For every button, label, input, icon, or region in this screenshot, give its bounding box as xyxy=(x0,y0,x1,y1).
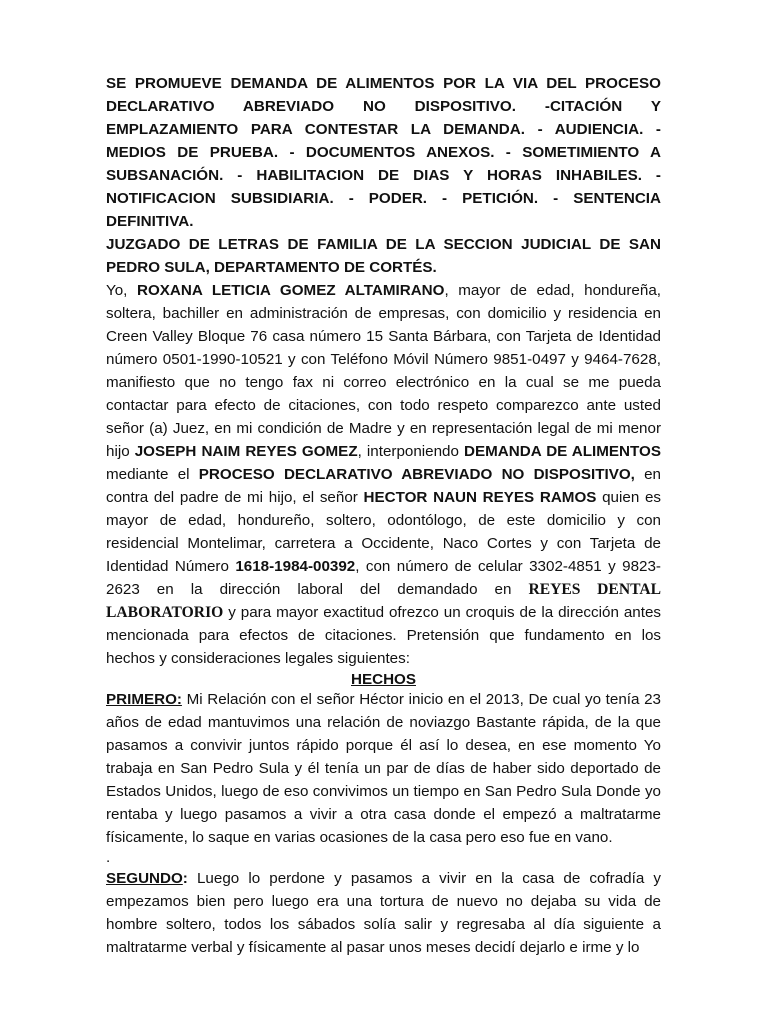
fact-primero-end: . xyxy=(106,849,111,866)
intro-text: , con número de celular 3302-4851 y 9823-2623 en la dirección laboral del demandado en xyxy=(106,558,661,598)
intro-text: en contra del padre de mi hijo, el señor xyxy=(106,466,661,506)
fact-text: Luego lo perdone y pasamos a vivir en la casa de cofradía y empezamos bien pero luego era una tortura de nuevo no dejaba su vida de hombre soltero, todos los sábados solía salir y regresaba al día siguiente a maltratarme verbal y físicamente al pasar unos meses decidí dejarlo e irme y lo xyxy=(106,870,661,956)
defendant-id: 1618-1984-00392 xyxy=(235,558,356,575)
intro-text: , mayor de edad, hondureña, soltera, bachiller en administración de empresas, con domicilio y residencia en Creen Valley Bloque 76 casa número 15 Santa Bárbara, con Tarjeta de Identidad número 0501-1990-10521 y con Teléfono Móvil Número 9851-0497 y 9464-7628, manifiesto que no tengo fax ni correo electrónico en la cual se me pueda contactar para efecto de citaciones, con todo respeto comparezco ante usted señor (a) Juez, en mi condición de Madre y en representación legal de mi menor hijo xyxy=(106,282,661,460)
fact-segundo xyxy=(106,867,661,959)
court-heading: JUZGADO DE LETRAS DE FAMILIA DE LA SECCION JUDICIAL DE SAN PEDRO SULA, DEPARTAMENTO DE CORTÉS. xyxy=(106,236,661,276)
intro-text: y para mayor exactitud ofrezco un croquis de la dirección antes mencionada para efectos de citaciones. Pretensión que fundamento en los hechos y consideraciones legales siguientes: xyxy=(106,604,661,667)
workplace-name: REYES DENTAL LABORATORIO xyxy=(106,581,661,621)
fact-label: SEGUNDO xyxy=(106,870,183,887)
section-title-hechos: HECHOS xyxy=(351,671,416,688)
fact-label-colon: : xyxy=(182,870,188,887)
intro-text: , interponiendo xyxy=(357,443,465,460)
fact-primero xyxy=(106,688,661,849)
plaintiff-name: ROXANA LETICIA GOMEZ ALTAMIRANO xyxy=(137,282,445,299)
intro-text: Yo, xyxy=(106,282,137,299)
intro-paragraph xyxy=(106,279,661,670)
intro-text: mediante el xyxy=(106,466,199,483)
document-page xyxy=(106,72,661,959)
child-name: JOSEPH NAIM REYES GOMEZ xyxy=(134,443,358,460)
process-type: PROCESO DECLARATIVO ABREVIADO NO DISPOSITIVO, xyxy=(198,466,635,483)
fact-text: Mi Relación con el señor Héctor inicio en el 2013, De cual yo tenía 23 años de edad mantuvimos una relación de noviazgo Bastante rápida, de la que pasamos a convivir juntos rápido porque él así lo desea, en ese momento Yo trabaja en San Pedro Sula y él tenía un par de días de haber sido deportado de Estados Unidos, luego de eso convivimos un tiempo en San Pedro Sula Donde yo rentaba y luego pasamos a vivir a otra casa donde el empezó a maltratarme físicamente, lo saque en varias ocasiones de la casa pero eso fue en vano. xyxy=(106,691,661,846)
intro-text: quien es mayor de edad, hondureño, soltero, odontólogo, de este domicilio y con residencial Montelimar, carretera a Occidente, Naco Cortes y con Tarjeta de Identidad Número xyxy=(106,489,662,575)
document-heading: SE PROMUEVE DEMANDA DE ALIMENTOS POR LA VIA DEL PROCESO DECLARATIVO ABREVIADO NO DISPOSITIVO. -CITACIÓN Y EMPLAZAMIENTO PARA CONTESTAR LA DEMANDA. - AUDIENCIA. - MEDIOS DE PRUEBA. - DOCUMENTOS ANEXOS. - SOMETIMIENTO A SUBSANACIÓN. - HABILITACION DE DIAS Y HORAS INHABILES. - NOTIFICACION SUBSIDIARIA. - PODER. - PETICIÓN. - SENTENCIA DEFINITIVA. xyxy=(106,75,661,230)
defendant-name: HECTOR NAUN REYES RAMOS xyxy=(363,489,597,506)
demand-type: DEMANDA DE ALIMENTOS xyxy=(464,443,661,460)
fact-label: PRIMERO: xyxy=(106,691,182,708)
